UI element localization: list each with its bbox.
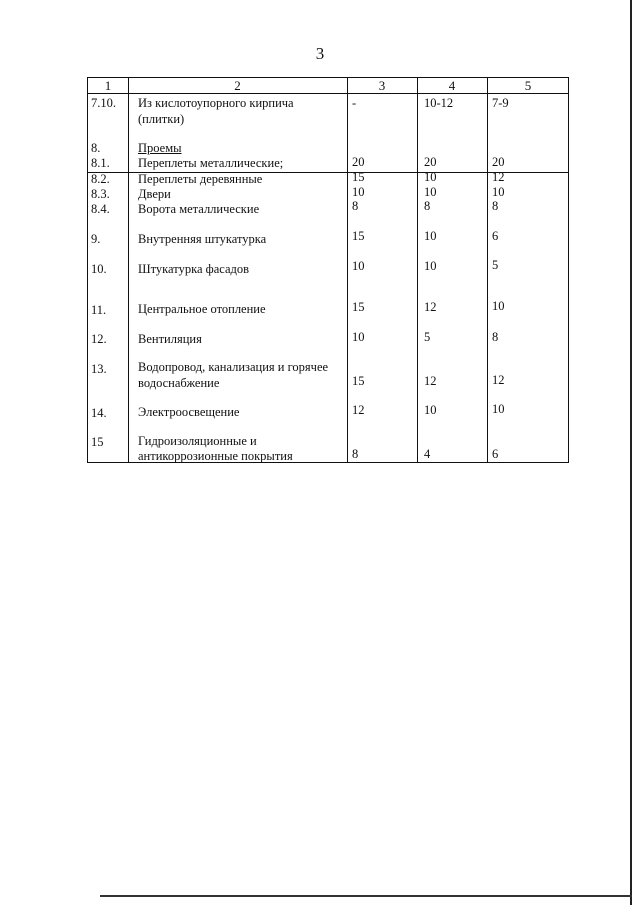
row-name: Из кислотоупорного кирпича (138, 96, 294, 110)
page-number: 3 (315, 44, 325, 63)
column-divider (128, 78, 129, 462)
page-edge-bottom (100, 895, 632, 897)
row-value-col3: 10 (352, 330, 365, 344)
row-number: 8.3. (91, 187, 110, 201)
row-value-col3: 8 (352, 199, 359, 213)
row-number: 9. (91, 232, 101, 246)
row-value-col3: - (352, 96, 357, 110)
row-number: 8.2. (91, 172, 110, 186)
row-value-col4: 10 (424, 170, 437, 184)
row-name: водоснабжение (138, 376, 220, 390)
row-number: 8. (91, 141, 101, 155)
page-edge-right (630, 0, 632, 905)
row-number: 11. (91, 303, 107, 317)
header-col-3: 3 (378, 78, 386, 93)
row-name: Вентиляция (138, 332, 202, 346)
row-number: 10. (91, 262, 107, 276)
row-value-col4: 12 (424, 300, 437, 314)
row-name: Переплеты деревянные (138, 172, 263, 186)
row-name: антикоррозионные покрытия (138, 449, 293, 463)
row-value-col3: 20 (352, 155, 365, 169)
row-value-col3: 15 (352, 300, 365, 314)
row-value-col5: 10 (492, 185, 505, 199)
row-value-col5: 12 (492, 373, 505, 387)
row-value-col4: 10 (424, 403, 437, 417)
row-value-col5: 8 (492, 199, 499, 213)
row-value-col3: 10 (352, 259, 365, 273)
row-value-col4: 4 (424, 447, 431, 461)
row-name: Двери (138, 187, 171, 201)
row-value-col4: 10-12 (424, 96, 454, 110)
row-value-col3: 15 (352, 229, 365, 243)
row-value-col5: 12 (492, 170, 505, 184)
row-value-col5: 10 (492, 402, 505, 416)
row-value-col3: 8 (352, 447, 359, 461)
row-name: Гидроизоляционные и (138, 434, 257, 448)
row-value-col5: 6 (492, 447, 499, 461)
row-name: Переплеты металлические; (138, 156, 284, 170)
header-col-1: 1 (104, 78, 112, 93)
row-value-col4: 10 (424, 259, 437, 273)
row-number: 7.10. (91, 96, 116, 110)
row-value-col4: 5 (424, 330, 431, 344)
row-name: (плитки) (138, 112, 185, 126)
row-value-col5: 20 (492, 155, 505, 169)
row-name: Центральное отопление (138, 302, 266, 316)
column-divider (347, 78, 348, 462)
row-value-col5: 8 (492, 330, 499, 344)
column-divider (417, 78, 418, 462)
row-value-col3: 15 (352, 170, 365, 184)
row-value-col4: 20 (424, 155, 437, 169)
row-value-col3: 15 (352, 374, 365, 388)
row-number: 8.1. (91, 156, 110, 170)
row-value-col4: 12 (424, 374, 437, 388)
row-number: 14. (91, 406, 107, 420)
header-col-5: 5 (524, 78, 532, 93)
row-value-col5: 5 (492, 258, 499, 272)
row-number: 12. (91, 332, 107, 346)
row-name: Штукатурка фасадов (138, 262, 250, 276)
header-col-2: 2 (234, 78, 241, 93)
row-value-col3: 12 (352, 403, 365, 417)
row-number: 8.4. (91, 202, 110, 216)
row-value-col3: 10 (352, 185, 365, 199)
row-value-col5: 6 (492, 229, 499, 243)
column-divider (487, 78, 488, 462)
row-number: 15 (91, 435, 104, 449)
row-value-col4: 10 (424, 229, 437, 243)
row-number: 13. (91, 362, 107, 376)
row-name: Ворота металлические (138, 202, 260, 216)
row-name: Электроосвещение (138, 405, 240, 419)
section-title: Проемы (138, 141, 182, 155)
row-name: Внутренняя штукатурка (138, 232, 267, 246)
row-value-col5: 10 (492, 299, 505, 313)
row-value-col4: 8 (424, 199, 431, 213)
row-value-col4: 10 (424, 185, 437, 199)
row-value-col5: 7-9 (492, 96, 509, 110)
header-col-4: 4 (448, 78, 456, 93)
row-name: Водопровод, канализация и горячее (138, 360, 329, 374)
